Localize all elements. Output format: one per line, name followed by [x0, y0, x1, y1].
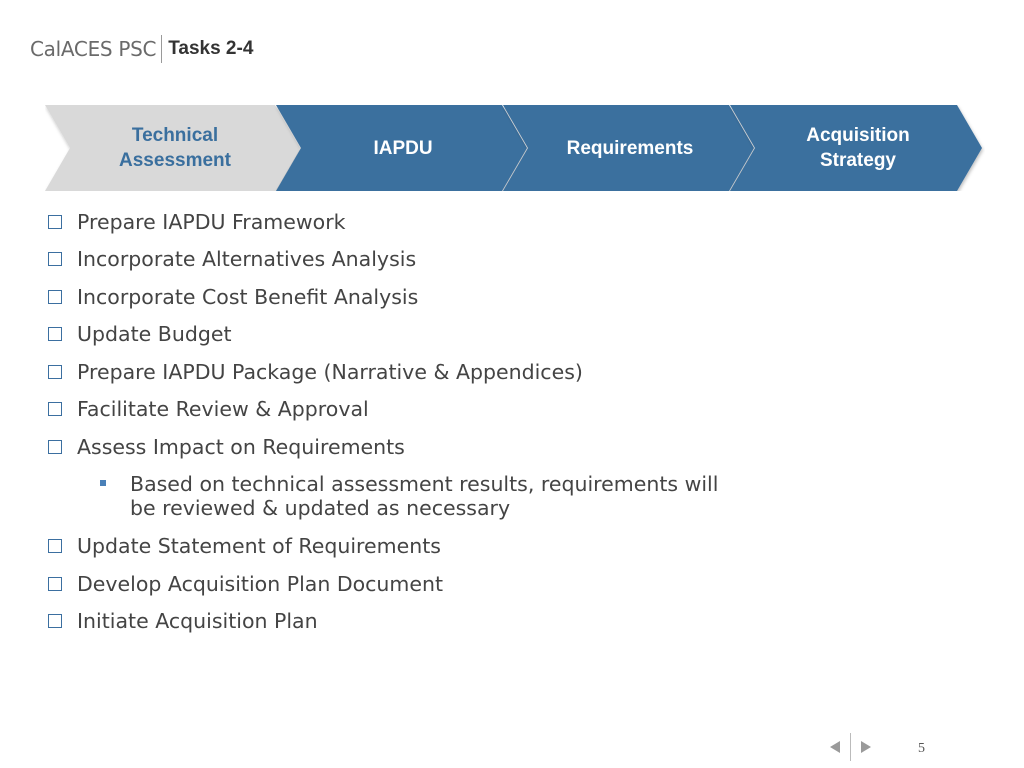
subtask-line2: be reviewed & updated as necessary	[130, 496, 511, 520]
step-label: Requirements	[566, 137, 694, 159]
task-item	[48, 353, 718, 391]
step-label-line1: Acquisition	[806, 125, 910, 146]
subtask-item	[100, 466, 718, 528]
checkbox-icon	[48, 365, 62, 379]
checkbox-icon	[48, 614, 62, 628]
task-item	[48, 528, 718, 566]
task-text: Prepare IAPDU Package (Narrative & Appendices)	[77, 359, 583, 384]
task-item	[48, 565, 718, 603]
checkbox-icon	[48, 327, 62, 341]
step-technical-assessment[interactable]	[70, 105, 280, 191]
task-item	[48, 278, 718, 316]
step-label-line2: Assessment	[119, 150, 231, 171]
task-item	[48, 316, 718, 354]
task-text: Facilitate Review & Approval	[77, 397, 369, 422]
checkbox-icon	[48, 539, 62, 553]
subtask-line1: Based on technical assessment results, requirements will	[130, 471, 719, 496]
task-item	[48, 203, 718, 241]
slide-header	[30, 34, 253, 64]
header-divider	[161, 35, 162, 63]
task-item	[48, 603, 718, 641]
checkbox-icon	[48, 215, 62, 229]
step-label-line1: Technical	[131, 125, 219, 146]
subtask-text	[130, 472, 718, 521]
step-requirements[interactable]	[528, 105, 732, 191]
prev-slide-icon[interactable]	[828, 740, 842, 754]
task-text: Prepare IAPDU Framework	[77, 209, 346, 234]
brand-name: CalACES PSC	[30, 37, 157, 61]
task-text: Update Statement of Requirements	[77, 534, 441, 559]
nav-divider	[850, 733, 851, 761]
checkbox-icon	[48, 440, 62, 454]
process-chevrons	[45, 105, 985, 191]
task-item	[48, 391, 718, 429]
step-label-line2: Strategy	[819, 150, 896, 171]
slide-nav	[828, 733, 873, 761]
checkbox-icon	[48, 252, 62, 266]
step-iapdu[interactable]	[301, 105, 505, 191]
task-list	[48, 203, 718, 640]
checkbox-icon	[48, 290, 62, 304]
step-label: IAPDU	[373, 137, 433, 159]
task-text: Develop Acquisition Plan Document	[77, 571, 444, 596]
task-text: Initiate Acquisition Plan	[77, 609, 318, 634]
task-item	[48, 241, 718, 279]
task-item	[48, 428, 718, 466]
next-slide-icon[interactable]	[859, 740, 873, 754]
page-title: Tasks 2-4	[168, 38, 254, 59]
task-text: Incorporate Alternatives Analysis	[77, 247, 417, 272]
page-number: 5	[918, 741, 925, 756]
square-bullet-icon	[100, 480, 106, 486]
task-text: Update Budget	[77, 322, 232, 347]
checkbox-icon	[48, 577, 62, 591]
step-acquisition-strategy[interactable]	[755, 105, 961, 191]
task-text: Assess Impact on Requirements	[77, 434, 405, 459]
checkbox-icon	[48, 402, 62, 416]
task-text: Incorporate Cost Benefit Analysis	[77, 284, 419, 309]
